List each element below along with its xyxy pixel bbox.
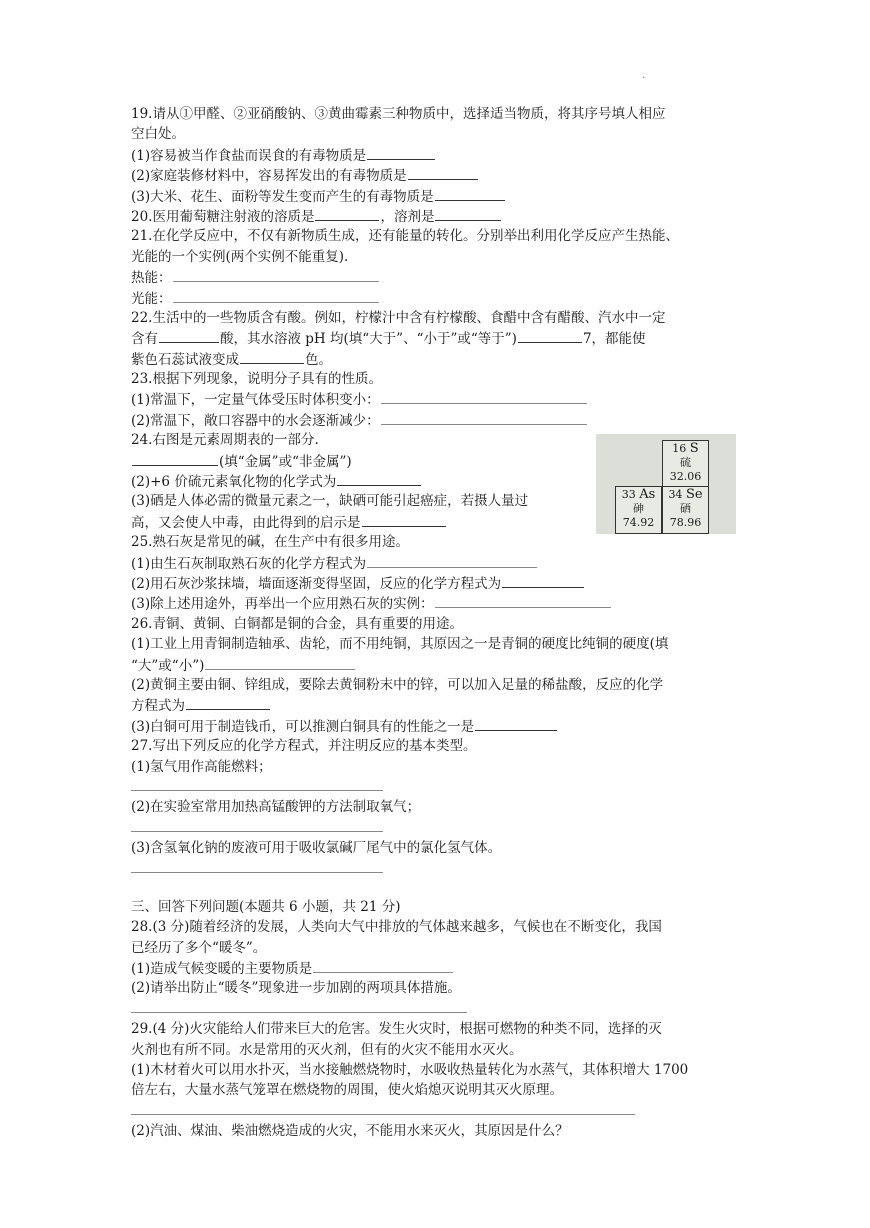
answer-line[interactable] xyxy=(131,818,741,838)
q24-stem: 24.右图是元素周期表的一部分. xyxy=(131,432,319,449)
answer-blank[interactable] xyxy=(435,206,501,221)
q24-part3: (3)硒是人体必需的微量元素之一，缺硒可能引起癌症，若摄人量过 xyxy=(131,493,529,510)
answer-line[interactable] xyxy=(131,999,741,1019)
answer-blank[interactable] xyxy=(367,145,435,160)
answer-blank[interactable] xyxy=(518,328,582,343)
q27-part2: (2)在实验室常用加热高锰酸钾的方法制取氧气； xyxy=(131,799,421,816)
q26-part2: (2)黄铜主要由铜、锌组成，要除去黄铜粉末中的锌，可以加入足量的稀盐酸，反应的化学 xyxy=(131,676,664,693)
q19-part3: (3)大米、花生、面粉等发生变而产生的有毒物质是 xyxy=(131,186,741,206)
q19-stem-cont: 空白处。 xyxy=(131,126,185,143)
answer-blank[interactable] xyxy=(381,410,587,425)
answer-blank[interactable] xyxy=(362,512,446,527)
answer-blank[interactable] xyxy=(186,695,270,710)
q22-line1: 22.生活中的一些物质含有酸。例如，柠檬汁中含有柠檬酸、食醋中含有醋酸、汽水中一定 xyxy=(131,309,666,326)
answer-blank[interactable] xyxy=(367,553,537,568)
answer-blank[interactable] xyxy=(337,471,421,486)
q21-stem: 21.在化学反应中，不仅有新物质生成，还有能量的转化。分别举出利用化学反应产生热能、 xyxy=(131,228,679,245)
q23-part1: (1)常温下，一定量气体受压时体积变小： xyxy=(131,389,741,409)
answer-line[interactable] xyxy=(131,777,741,797)
q22-line3: 紫色石蕊试液变成 色。 xyxy=(131,349,741,369)
answer-blank[interactable] xyxy=(408,165,478,180)
q21-stem-cont: 光能的一个实例(两个实例不能重复). xyxy=(131,248,349,265)
q23-stem: 23.根据下列现象，说明分子具有的性质。 xyxy=(131,371,382,388)
q24-part1: (填“金属”或“非金属”) xyxy=(131,451,741,471)
q28-line1: 28.(3 分)随着经济的发展，人类向大气中排放的气体越来越多，气候也在不断变化，我国 xyxy=(131,919,662,936)
q25-part2: (2)用石灰沙浆抹墙，墙面逐渐变得坚固，反应的化学方程式为 xyxy=(131,573,741,593)
answer-blank[interactable] xyxy=(173,267,379,282)
answer-blank[interactable] xyxy=(132,451,218,466)
q21-light: 光能： xyxy=(131,288,741,308)
q26-part3: (3)白铜可用于制造钱币，可以推测白铜具有的性能之一是 xyxy=(131,716,741,736)
element-cell-as: 33 As 砷 74.92 xyxy=(615,486,662,534)
answer-blank[interactable] xyxy=(315,206,379,221)
periodic-table-fragment xyxy=(596,434,736,534)
q23-part2: (2)常温下，敞口容器中的水会逐渐减少： xyxy=(131,410,741,430)
answer-blank[interactable] xyxy=(205,655,355,670)
element-cell-se: 34 Se 硒 78.96 xyxy=(662,486,709,534)
q29-part2: (2)汽油、煤油、柴油燃烧造成的火灾，不能用水来灭火，其原因是什么？ xyxy=(131,1123,569,1140)
q24-part2: (2)+6 价硫元素氧化物的化学式为 xyxy=(131,471,741,491)
answer-blank[interactable] xyxy=(502,573,584,588)
answer-line[interactable] xyxy=(131,1101,741,1121)
exam-page xyxy=(131,104,741,1142)
q22-line2: 含有 酸，其水溶液 pH 均(填“大于”、“小于”或“等于”) 7，都能使 xyxy=(131,328,741,348)
answer-blank[interactable] xyxy=(381,389,587,404)
q29-line2: 火剂也有所不同。水是常用的灭火剂，但有的火灾不能用水灭火。 xyxy=(131,1041,523,1058)
header-mark: . xyxy=(642,70,646,81)
answer-blank[interactable] xyxy=(313,958,453,973)
q24-part3-cont: 高，又会使人中毒，由此得到的启示是 xyxy=(131,512,741,532)
q19-part2: (2)家庭装修材料中，容易挥发出的有毒物质是 xyxy=(131,165,741,185)
answer-blank[interactable] xyxy=(475,716,557,731)
q21-heat: 热能： xyxy=(131,267,741,287)
q26-part1: (1)工业上用青铜制造轴承、齿轮，而不用纯铜，其原因之一是青铜的硬度比纯铜的硬度(填 xyxy=(131,636,669,653)
section-heading: 三、回答下列问题(本题共 6 小题，共 21 分) xyxy=(131,898,401,915)
q28-part1: (1)造成气候变暖的主要物质是 xyxy=(131,958,741,978)
q27-part1: (1)氢气用作高能燃料； xyxy=(131,758,272,775)
answer-line[interactable] xyxy=(131,858,741,878)
q26-part2-cont: 方程式为 xyxy=(131,695,741,715)
answer-blank[interactable] xyxy=(435,186,505,201)
answer-blank[interactable] xyxy=(240,349,304,364)
q29-part1: (1)木材着火可以用水扑灭，当水接触燃烧物时，水吸收热量转化为水蒸气，其体积增大 1700 xyxy=(131,1061,689,1078)
q27-part3: (3)含氢氧化钠的废液可用于吸收氯碱厂尾气中的氯化氢气体。 xyxy=(131,840,502,857)
q26-part1-cont: “大”或“小”) xyxy=(131,655,741,675)
element-cell-s: 16 S 硫 32.06 xyxy=(662,440,709,488)
q25-stem: 25.熟石灰是常见的碱，在生产中有很多用途。 xyxy=(131,534,409,551)
q28-line2: 已经历了多个“暖冬”。 xyxy=(131,939,267,956)
q19-stem: 19.请从①甲醛、②亚硝酸钠、③黄曲霉素三种物质中，选择适当物质，将其序号填人相应 xyxy=(131,106,666,122)
answer-blank[interactable] xyxy=(435,593,611,608)
answer-blank[interactable] xyxy=(173,288,379,303)
q28-part2: (2)请举出防止“暖冬”现象进一步加剧的两项具体措施。 xyxy=(131,980,461,997)
q19-part1: (1)容易被当作食盐而误食的有毒物质是 xyxy=(131,145,741,165)
q27-stem: 27.写出下列反应的化学方程式，并注明反应的基本类型。 xyxy=(131,738,477,755)
q25-part3: (3)除上述用途外，再举出一个应用熟石灰的实例： xyxy=(131,593,741,613)
q29-line1: 29.(4 分)火灾能给人们带来巨大的危害。发生火灾时，根据可燃物的种类不同，选择的灭 xyxy=(131,1021,662,1038)
answer-blank[interactable] xyxy=(159,328,219,343)
q26-stem: 26.青铜、黄铜、白铜都是铜的合金，具有重要的用途。 xyxy=(131,615,463,632)
q25-part1: (1)由生石灰制取熟石灰的化学方程式为 xyxy=(131,553,741,573)
q20: 20.医用葡萄糖注射液的溶质是 ，溶剂是 xyxy=(131,206,741,226)
q29-part1-cont: 倍左右，大量水蒸气笼罩在燃烧物的周围，使火焰熄灭说明其灭火原理。 xyxy=(131,1082,563,1099)
